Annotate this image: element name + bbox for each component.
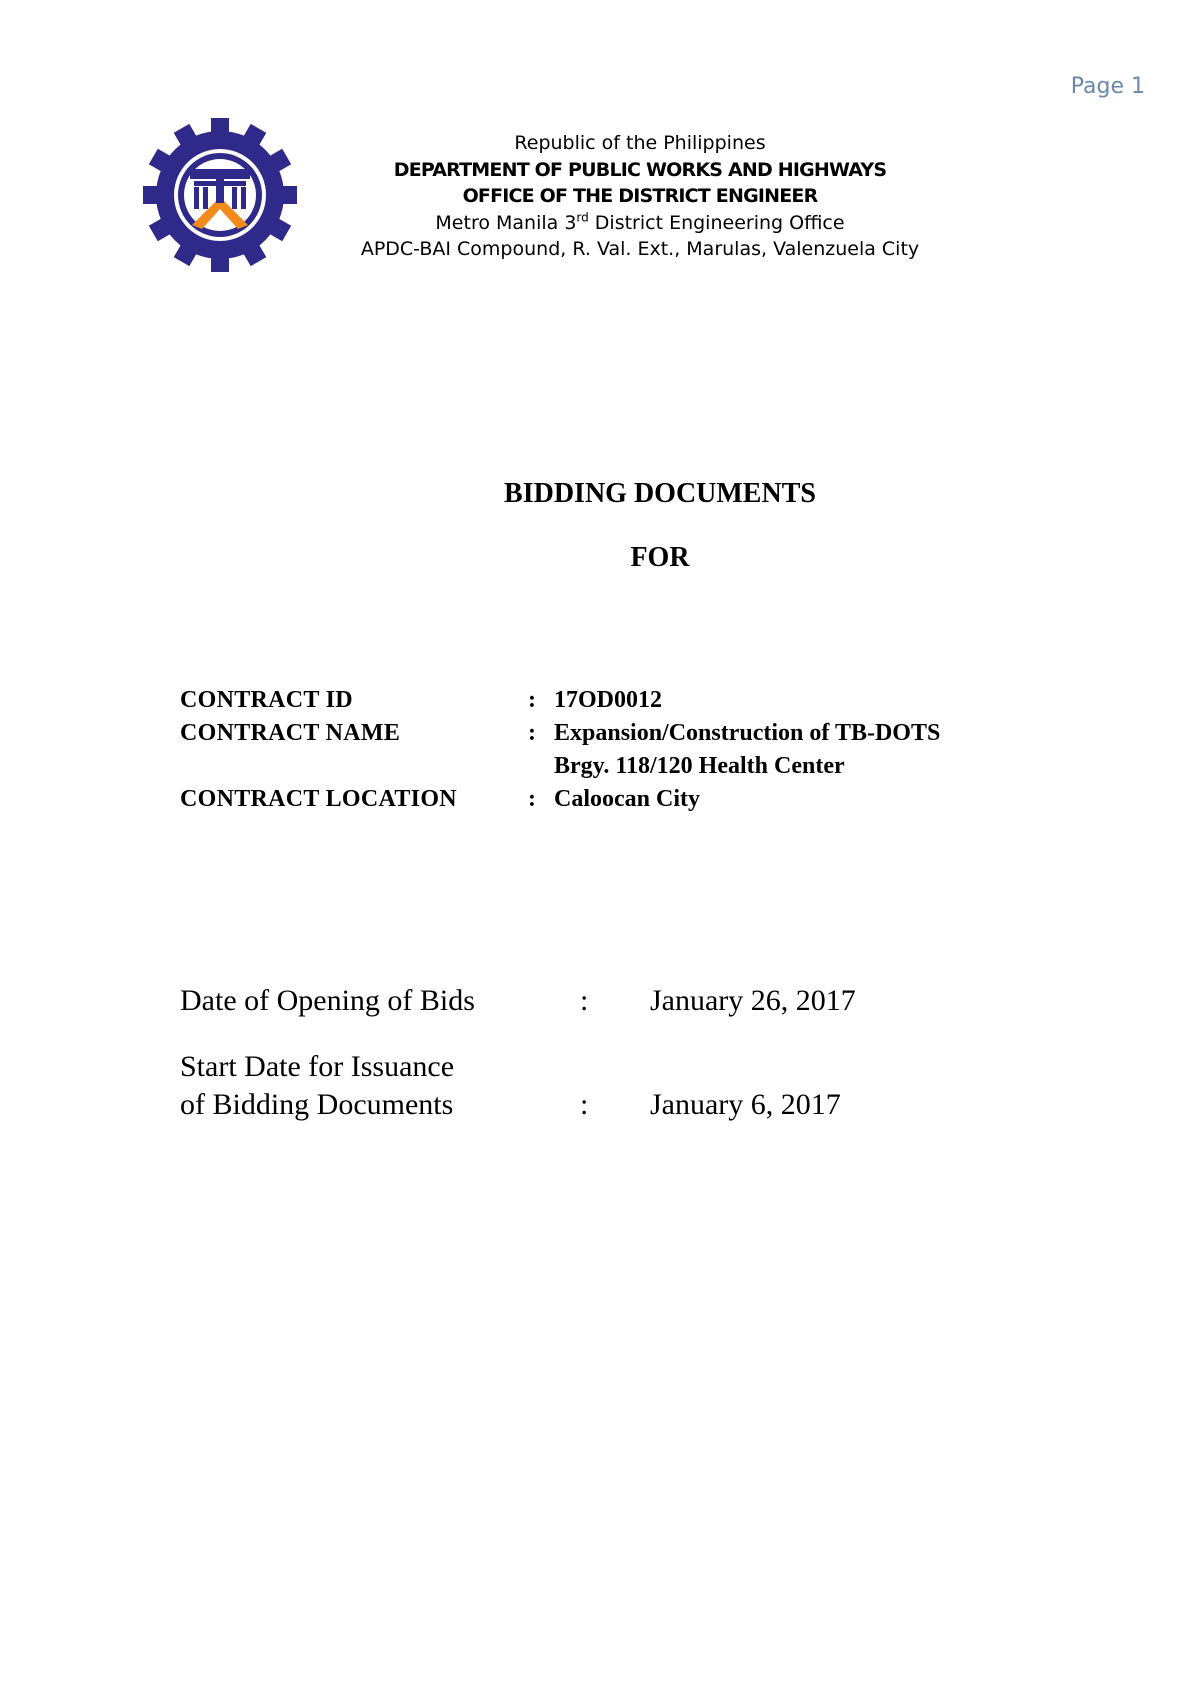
contract-id-value: 17OD0012 xyxy=(554,687,662,713)
opening-date-row xyxy=(180,982,950,1020)
address-line: APDC-BAI Compound, R. Val. Ext., Marulas, Valenzuela City xyxy=(360,238,920,260)
contract-name-value-line2: Brgy. 118/120 Health Center xyxy=(554,753,845,779)
separator: : xyxy=(580,984,589,1017)
separator: : xyxy=(580,1088,589,1121)
issuance-date-value: January 6, 2017 xyxy=(650,1088,841,1121)
issuance-date-label-line2: of Bidding Documents xyxy=(180,1088,454,1121)
contract-id-label: CONTRACT ID xyxy=(180,687,353,713)
contract-details xyxy=(180,684,1034,816)
opening-date-value: January 26, 2017 xyxy=(650,984,856,1017)
letterhead xyxy=(320,130,960,263)
district-office-line: Metro Manila 3rd District Engineering Office xyxy=(435,210,845,234)
contract-location-row xyxy=(180,783,1034,816)
contract-location-value: Caloocan City xyxy=(554,786,700,812)
office-line: OFFICE OF THE DISTRICT ENGINEER xyxy=(462,185,818,207)
page-number: Page 1 xyxy=(1070,74,1145,99)
contract-name-row xyxy=(180,717,1034,750)
issuance-date-row xyxy=(180,1048,950,1124)
department-line: DEPARTMENT OF PUBLIC WORKS AND HIGHWAYS xyxy=(393,158,887,181)
contract-name-value: Expansion/Construction of TB-DOTS xyxy=(554,720,941,746)
contract-location-label: CONTRACT LOCATION xyxy=(180,786,457,812)
opening-date-label: Date of Opening of Bids xyxy=(180,984,475,1017)
document-title: BIDDING DOCUMENTS xyxy=(504,478,816,509)
separator: : xyxy=(528,687,536,713)
separator: : xyxy=(528,786,536,812)
contract-name-label: CONTRACT NAME xyxy=(180,720,401,746)
dpwh-seal-logo xyxy=(140,118,300,272)
document-title-for: FOR xyxy=(630,542,690,573)
issuance-date-label: Start Date for Issuance xyxy=(180,1050,455,1083)
contract-name-row-continued xyxy=(180,750,1034,783)
republic-line: Republic of the Philippines xyxy=(514,132,766,154)
contract-id-row xyxy=(180,684,1034,717)
separator: : xyxy=(528,720,536,746)
